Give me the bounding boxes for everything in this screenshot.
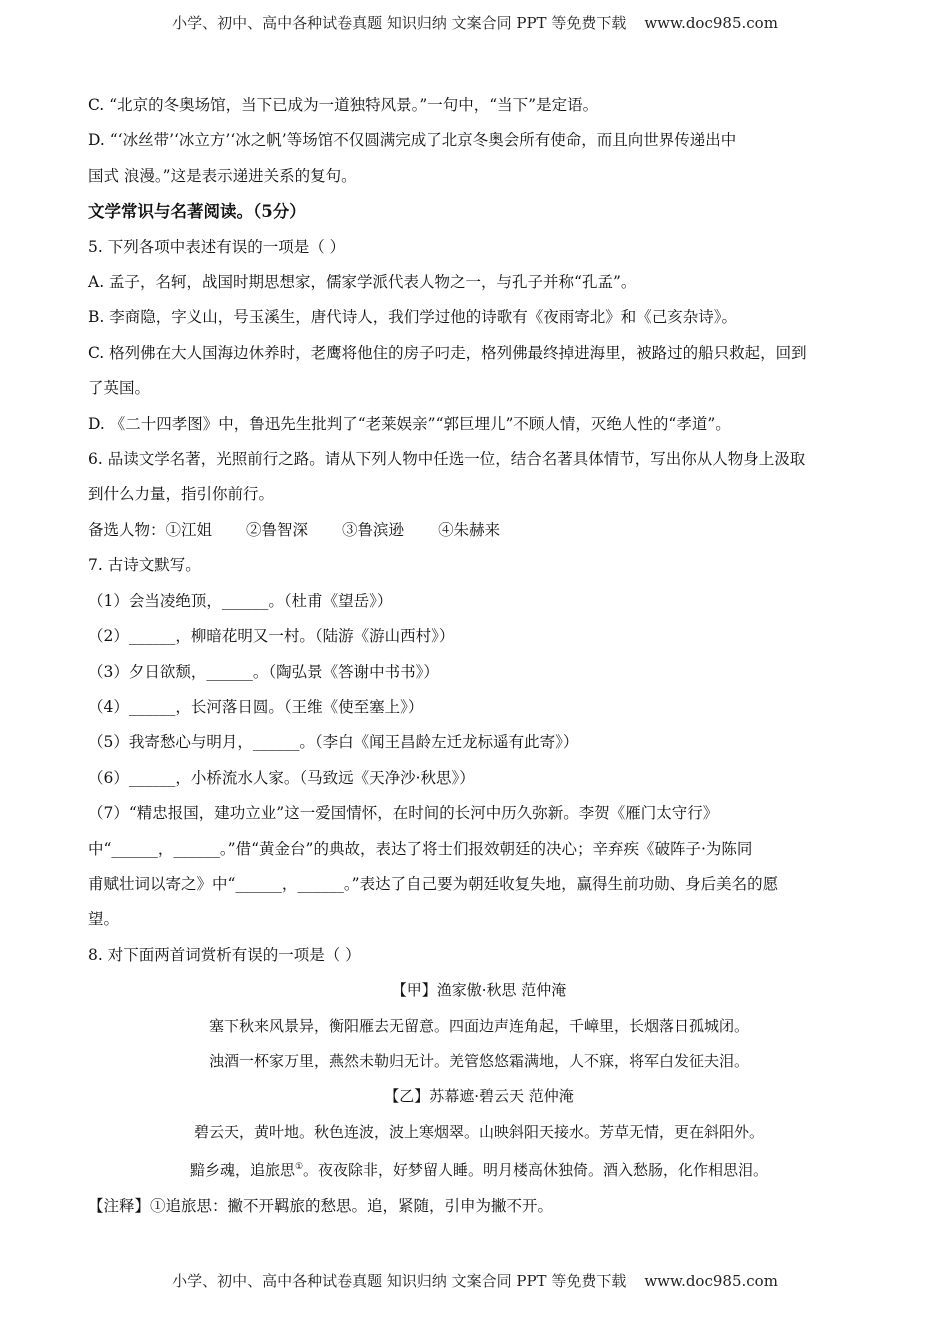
q7-item: （4）______，长河落日圆。（王维《使至塞上》） xyxy=(88,697,424,716)
q5-option-d: D. 《二十四孝图》中，鲁迅先生批判了“老莱娱亲”“郭巨埋儿”不顾人情，灭绝人性的“孝道”。 xyxy=(88,414,731,433)
poem-a-line1: 塞下秋来风景异，衡阳雁去无留意。四面边声连角起，千嶂里，长烟落日孤城闭。 xyxy=(208,1016,749,1035)
q6-candidates xyxy=(88,513,870,548)
page-footer xyxy=(0,1270,950,1291)
poem-a-line2: 浊酒一杯家万里，燕然未勒归无计。羌管悠悠霜满地，人不寐，将军白发征夫泪。 xyxy=(208,1051,749,1070)
q6-candidate: ②鲁智深 xyxy=(246,520,309,539)
q7-item: （6）______，小桥流水人家。（马致远《天净沙·秋思》） xyxy=(88,768,475,787)
footnote-marker: ① xyxy=(294,1162,304,1173)
page-header xyxy=(0,12,950,33)
q5-stem: 5. 下列各项中表述有误的一项是（ ） xyxy=(88,237,346,256)
document-body xyxy=(88,88,870,1224)
poem-b-line1: 碧云天，黄叶地。秋色连波，波上寒烟翠。山映斜阳天接水。芳草无情，更在斜阳外。 xyxy=(193,1122,764,1141)
q5-option-c-line1: C. 格列佛在大人国海边休养时，老鹰将他住的房子叼走，格列佛最终掉进海里，被路过的船只救起，回到 xyxy=(88,343,807,362)
q7-item7-line1: （7）“精忠报国，建功立业”这一爱国情怀，在时间的长河中历久弥新。李贺《雁门太守行》 xyxy=(88,804,719,823)
section-title: 文学常识与名著阅读。（5分） xyxy=(88,202,306,222)
poem-b-line2-part2: 。夜夜除非，好梦留人睡。明月楼高休独倚。酒入愁肠，化作相思泪。 xyxy=(303,1161,769,1180)
poem-b-line2-part1: 黯乡魂，追旅思 xyxy=(189,1161,295,1180)
q7-item: （1）会当凌绝顶，______。（杜甫《望岳》） xyxy=(88,591,393,610)
q7-item: （3）夕日欲颓，______。（陶弘景《答谢中书书》） xyxy=(88,662,439,681)
q6-stem-line2: 到什么力量，指引你前行。 xyxy=(88,485,275,504)
q7-item: （2）______，柳暗花明又一村。（陆游《游山西村》） xyxy=(88,627,455,646)
q6-candidate: ④朱赫来 xyxy=(438,520,501,539)
header-text: 小学、初中、高中各种试卷真题 知识归纳 文案合同 PPT 等免费下载 xyxy=(172,14,627,32)
poem-b-line2 xyxy=(88,1150,870,1188)
q5-option-c-line2: 了英国。 xyxy=(88,379,151,398)
q7-item7-line3: 甫赋壮词以寄之》中“______，______。”表达了自己要为朝廷收复失地，赢得生前功勋、身后美名的愿 xyxy=(88,874,779,893)
header-url[interactable]: www.doc985.com xyxy=(644,14,778,32)
poem-note: 【注释】①追旅思：撇不开羁旅的愁思。追，紧随，引申为撇不开。 xyxy=(88,1196,554,1215)
q7-item: （5）我寄愁心与明月，______。（李白《闻王昌龄左迁龙标遥有此寄》） xyxy=(88,733,579,752)
footer-url[interactable]: www.doc985.com xyxy=(644,1272,778,1290)
q7-item7-line4: 望。 xyxy=(88,910,120,929)
poem-a-title: 【甲】渔家傲·秋思 范仲淹 xyxy=(391,981,567,1000)
q6-stem-line1: 6. 品读文学名著，光照前行之路。请从下列人物中任选一位，结合名著具体情节，写出你从人物身上汲取 xyxy=(88,450,806,469)
q5-option-a: A. 孟子，名轲，战国时期思想家，儒家学派代表人物之一，与孔子并称“孔孟”。 xyxy=(88,273,637,292)
q4-option-c: C. “北京的冬奥场馆，当下已成为一道独特风景。”一句中，“当下”是定语。 xyxy=(88,96,599,114)
q7-stem: 7. 古诗文默写。 xyxy=(88,556,201,575)
q5-option-b: B. 李商隐，字义山，号玉溪生，唐代诗人，我们学过他的诗歌有《夜雨寄北》和《己亥杂诗》。 xyxy=(88,308,737,327)
q4-option-d-line1: D. “‘冰丝带’‘冰立方’‘冰之帆’等场馆不仅圆满完成了北京冬奥会所有使命，而且向世界传递出中 xyxy=(88,131,737,150)
q6-candidate: ③鲁滨逊 xyxy=(342,520,405,539)
q8-stem: 8. 对下面两首词赏析有误的一项是（ ） xyxy=(88,945,361,964)
q6-candidates-label: 备选人物： xyxy=(88,520,166,539)
q7-item7-line2: 中“______，______。”借“黄金台”的典故，表达了将士们报效朝廷的决心；辛弃疾《破阵子·为陈同 xyxy=(88,839,753,858)
footer-text: 小学、初中、高中各种试卷真题 知识归纳 文案合同 PPT 等免费下载 xyxy=(172,1272,627,1290)
q6-candidate: ①江姐 xyxy=(165,520,213,539)
q4-option-d-line2: 国式 浪漫。”这是表示递进关系的复句。 xyxy=(88,166,357,185)
poem-b-title: 【乙】苏幕遮·碧云天 范仲淹 xyxy=(384,1087,574,1106)
